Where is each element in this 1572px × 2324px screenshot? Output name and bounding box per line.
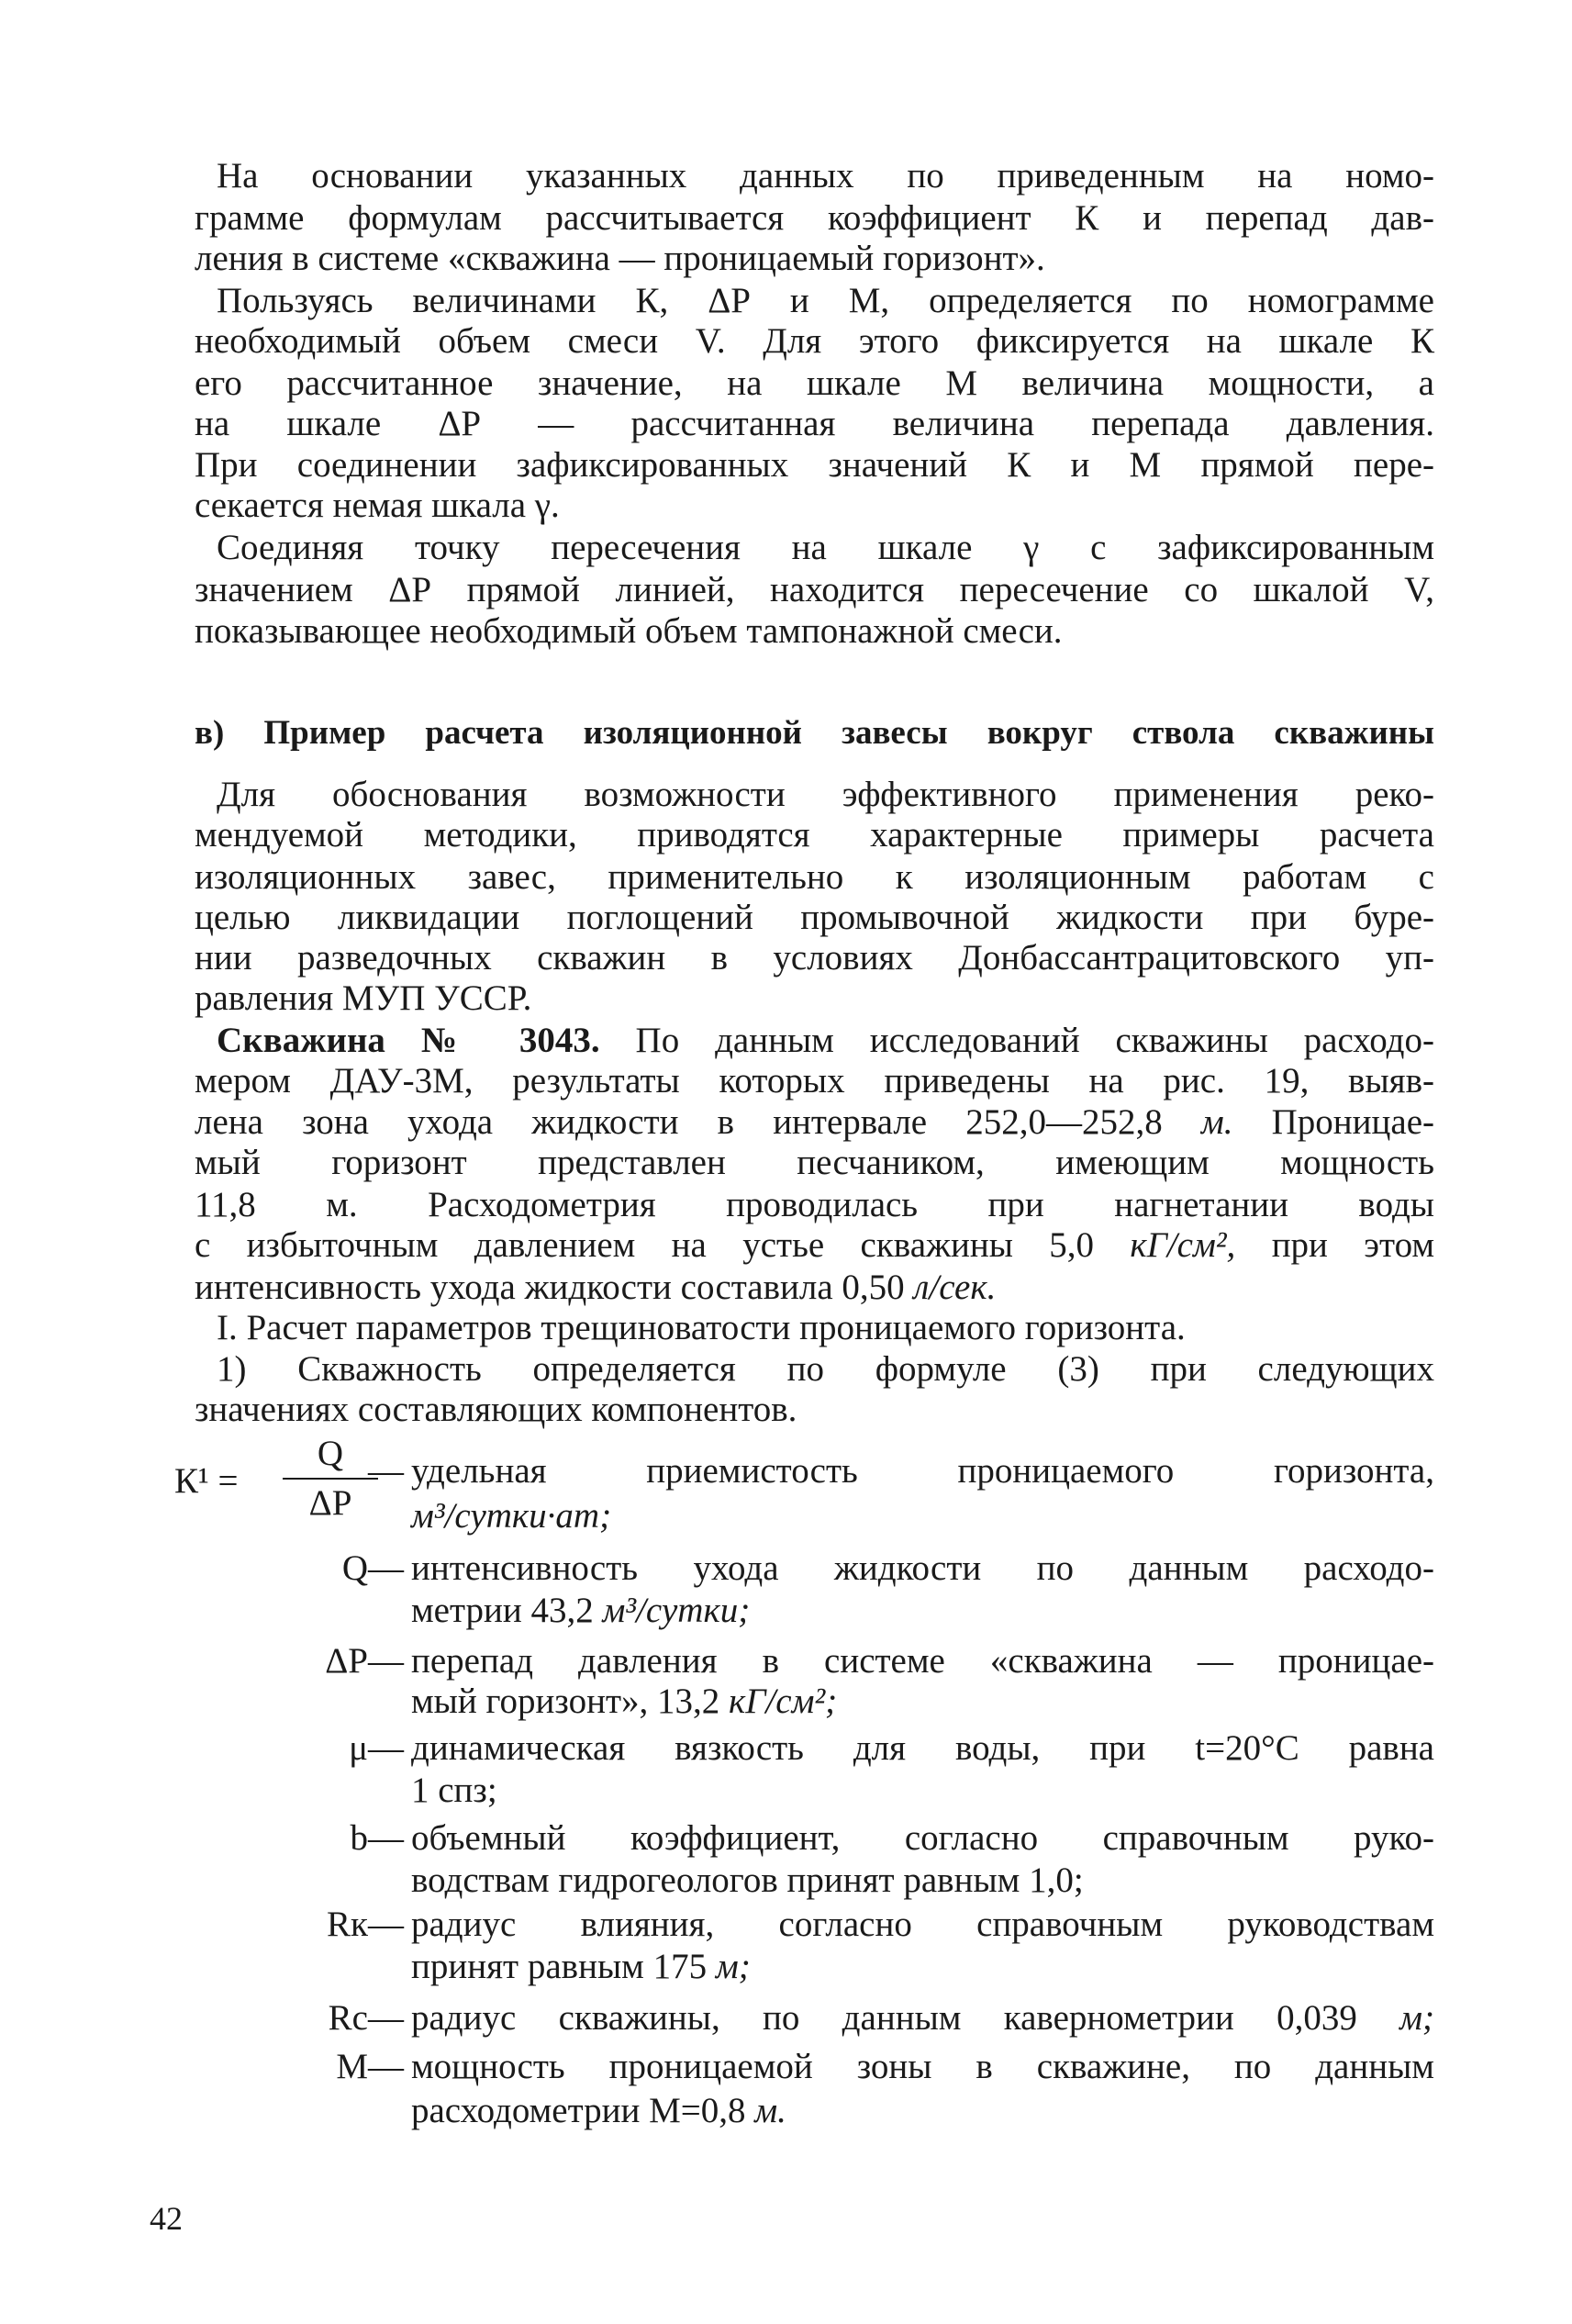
text-line: нии разведочных скважин в условиях Донбассантрацитовского уп- bbox=[195, 938, 1434, 978]
formula-k: К¹ = bbox=[174, 1461, 239, 1501]
unit: м. bbox=[1200, 1102, 1233, 1142]
text-line: значением ΔР прямой линией, находится пересечение со шкалой V, bbox=[195, 570, 1434, 609]
text-line: Пользуясь величинами К, ΔР и М, определяется по номограмме bbox=[217, 281, 1434, 320]
def-line: мощность проницаемой зоны в скважине, по данным bbox=[411, 2047, 1434, 2086]
text-line: 1) Скважность определяется по формуле (3) при следующих bbox=[217, 1349, 1434, 1389]
def-line bbox=[411, 1680, 1434, 1724]
def-label: b— bbox=[350, 1818, 404, 1858]
unit: л/сек. bbox=[913, 1268, 997, 1307]
unit: м³/сутки; bbox=[602, 1591, 751, 1630]
text-line: изоляционных завес, применительно к изоляционным работам с bbox=[195, 857, 1434, 897]
text-line bbox=[195, 1101, 1434, 1145]
unit: кГ/см², bbox=[1130, 1225, 1236, 1265]
text-line: мый горизонт представлен песчаником, имеющим мощность bbox=[195, 1143, 1434, 1182]
def-label: Q— bbox=[341, 1548, 404, 1588]
page-number: 42 bbox=[150, 2200, 183, 2237]
text-line: На основании указанных данных по приведенным на номо- bbox=[217, 156, 1434, 196]
def-label: М— bbox=[336, 2047, 404, 2086]
section-heading: в) Пример расчета изоляционной завесы вокруг ствола скважины bbox=[195, 714, 1434, 752]
def-line: интенсивность ухода жидкости по данным расходо- bbox=[411, 1548, 1434, 1588]
text-line: I. Расчет параметров трещиноватости проницаемого горизонта. bbox=[217, 1308, 1186, 1347]
text-line: показывающее необходимый объем тампонажной смеси. bbox=[195, 611, 1063, 651]
text: с избыточным давлением на устье скважины 5,0 bbox=[195, 1225, 1095, 1265]
def-line: динамическая вязкость для воды, при t=20°С равна bbox=[411, 1728, 1434, 1768]
text: метрии 43,2 bbox=[411, 1591, 594, 1630]
text: принят равным 175 bbox=[411, 1947, 708, 1986]
text-line bbox=[195, 1223, 1434, 1268]
text-line: равления МУП УССР. bbox=[195, 978, 532, 1018]
def-line: радиус влияния, согласно справочным руководствам bbox=[411, 1905, 1434, 1944]
def-label: ΔР— bbox=[325, 1641, 404, 1681]
def-line bbox=[411, 1945, 1434, 1989]
numerator: Q bbox=[317, 1434, 344, 1473]
text-line: его рассчитанное значение, на шкале М величина мощности, а bbox=[195, 363, 1434, 403]
text-line bbox=[195, 1266, 1434, 1310]
text-line: целью ликвидации поглощений промывочной жидкости при буре- bbox=[195, 898, 1434, 937]
def-label: Rс— bbox=[328, 1998, 404, 2038]
text: лена зона ухода жидкости в интервале 252,0—252,8 bbox=[195, 1102, 1163, 1142]
text: интенсивность ухода жидкости составила 0,50 bbox=[195, 1268, 905, 1307]
text: Проницае- bbox=[1271, 1102, 1435, 1142]
text: расходометрии М=0,8 bbox=[411, 2091, 746, 2130]
text-line: мером ДАУ-3М, результаты которых приведены на рис. 19, выяв- bbox=[195, 1061, 1434, 1101]
text-line: необходимый объем смеси V. Для этого фиксируется на шкале К bbox=[195, 321, 1434, 361]
text: радиус скважины, по данным кавернометрии 0,039 bbox=[411, 1998, 1357, 2038]
text-line: При соединении зафиксированных значений К и М прямой пере- bbox=[195, 445, 1434, 485]
unit: кГ/см²; bbox=[729, 1682, 838, 1721]
def-line: водствам гидрогеологов принят равным 1,0; bbox=[411, 1860, 1084, 1900]
text: мый горизонт», 13,2 bbox=[411, 1682, 720, 1721]
text-line: Соединяя точку пересечения на шкале γ с зафиксированным bbox=[217, 528, 1434, 567]
unit: м; bbox=[1399, 1998, 1435, 2038]
def-label: μ— bbox=[349, 1728, 404, 1768]
def-line bbox=[411, 1494, 1434, 1538]
def-line: удельная приемистость проницаемого горизонта, bbox=[411, 1451, 1434, 1491]
text: По данным исследований скважины расходо- bbox=[635, 1021, 1435, 1060]
text-line: Для обоснования возможности эффективного применения реко- bbox=[217, 775, 1434, 814]
def-line bbox=[411, 2089, 1434, 2133]
def-line bbox=[411, 1996, 1434, 2040]
text-line: 11,8 м. Расходометрия проводилась при нагнетании воды bbox=[195, 1185, 1434, 1224]
text-line: секается немая шкала γ. bbox=[195, 486, 560, 525]
def-line: перепад давления в системе «скважина — проницае- bbox=[411, 1641, 1434, 1681]
def-label: — bbox=[368, 1451, 404, 1491]
text-line: значениях составляющих компонентов. bbox=[195, 1390, 797, 1429]
def-label: Rк— bbox=[327, 1905, 404, 1944]
text-line: мендуемой методики, приводятся характерные примеры расчета bbox=[195, 815, 1434, 855]
unit: м³/сутки·ат; bbox=[411, 1496, 612, 1536]
def-line bbox=[411, 1589, 1434, 1633]
text-line: грамме формулам рассчитывается коэффициент К и перепад дав- bbox=[195, 198, 1434, 238]
text-line: ления в системе «скважина — проницаемый горизонт». bbox=[195, 239, 1045, 278]
text-line: на шкале ΔР — рассчитанная величина перепада давления. bbox=[195, 404, 1434, 443]
denominator: ΔР bbox=[308, 1483, 352, 1523]
text: при этом bbox=[1271, 1225, 1435, 1265]
unit: м. bbox=[754, 2091, 786, 2130]
text-line bbox=[217, 1019, 1434, 1063]
def-line: объемный коэффициент, согласно справочным руко- bbox=[411, 1818, 1434, 1858]
well-title: Скважина № 3043. bbox=[217, 1021, 600, 1060]
def-line: 1 спз; bbox=[411, 1771, 497, 1810]
unit: м; bbox=[715, 1947, 751, 1986]
